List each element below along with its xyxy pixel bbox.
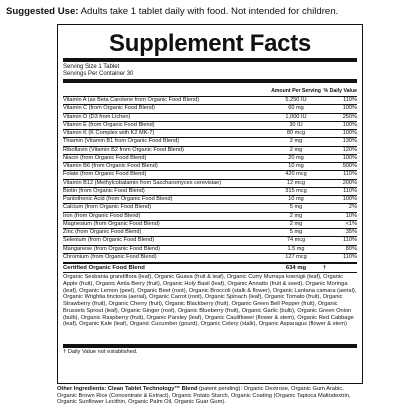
panel-title: Supplement Facts — [109, 30, 311, 57]
amount-header: Amount Per Serving — [271, 88, 321, 95]
nutrient-row — [63, 179, 357, 187]
nutrient-name: Selenium (from Organic Food Blend) — [63, 237, 155, 244]
nutrient-name: Iron (from Organic Food Blend) — [63, 212, 141, 219]
nutrient-row — [63, 162, 357, 170]
nutrient-amount: 20 mg — [288, 154, 304, 161]
nutrient-name: Vitamin K (K Complex with K2 MK-7) — [63, 130, 155, 136]
nutrient-amount: 420 mcg — [285, 171, 307, 178]
nutrient-row — [63, 203, 357, 211]
nutrient-dv: <1% — [345, 220, 357, 227]
nutrient-name: Thiamin (Vitamin B1 from Organic Food Blend) — [63, 138, 180, 145]
nutrient-dv: 80% — [345, 245, 357, 252]
nutrient-row — [63, 129, 357, 137]
other-ingredients-label: Other Ingredients: — [57, 386, 107, 392]
nutrient-name: Folate (from Organic Food Blend) — [63, 171, 147, 178]
nutrient-row — [63, 187, 357, 195]
nutrient-dv: 130% — [342, 138, 357, 145]
nutrient-amount: 315 mcg — [285, 187, 307, 194]
nutrient-row — [63, 253, 357, 261]
nutrient-name: Vitamin B6 (from Organic Food Blend) — [63, 163, 158, 169]
nutrient-dv: 110% — [343, 237, 357, 244]
nutrient-dv: 100% — [342, 130, 357, 136]
nutrient-dv: 100% — [342, 105, 357, 112]
supplement-facts-panel — [57, 24, 363, 384]
nutrient-name: Biotin (from Organic Food Blend) — [63, 187, 145, 194]
nutrient-amount: 2 mg — [289, 146, 303, 153]
nutrient-amount: 80 mcg — [286, 130, 306, 136]
nutrient-name: Calcium (from Organic Food Blend) — [63, 204, 151, 211]
nutrient-row — [63, 154, 357, 162]
nutrient-amount: 1,000 IU — [285, 113, 307, 120]
blend-amount: 634 mg — [285, 265, 307, 271]
nutrient-row — [63, 245, 357, 253]
nutrient-row — [63, 96, 357, 104]
nutrient-row — [63, 212, 357, 220]
nutrient-dv: 2% — [348, 204, 357, 211]
nutrient-name: Vitamin C (from Organic Food Blend) — [63, 105, 155, 112]
nutrient-dv: 35% — [345, 229, 357, 235]
nutrient-name: Riboflavin (Vitamin B2 from Organic Food Blend) — [63, 146, 184, 153]
suggested-use-text: Adults take 1 tablet daily with food. Not intended for children. — [80, 6, 339, 17]
nutrient-amount: 30 IU — [289, 121, 303, 128]
suggested-use-label: Suggested Use: — [6, 6, 79, 17]
nutrient-dv: 250% — [342, 113, 357, 120]
nutrient-amount: 12 mcg — [286, 179, 306, 186]
nutrient-dv: 110% — [343, 187, 357, 194]
dv-header: % Daily Value — [323, 88, 357, 95]
tablet-blend-label: Clean Tablet Technology™ Blend — [107, 386, 198, 392]
footnote: † Daily Value not established. — [63, 344, 357, 355]
nutrient-name: Vitamin B12 (Methylcobalamin from Saccharomyces cerevisiae) — [63, 179, 222, 186]
nutrient-amount: 2 mg — [289, 220, 303, 227]
nutrient-amount: 5,250 IU — [285, 97, 307, 103]
other-ingredients — [57, 386, 363, 406]
nutrient-name: Manganese (from Organic Food Blend) — [63, 245, 161, 252]
nutrient-name: Niacin (from Organic Food Blend) — [63, 154, 147, 161]
blend-name: Certified Organic Food Blend — [63, 265, 145, 271]
nutrient-dv: 120% — [342, 146, 357, 153]
other-ingredients-text: (patent pending): Organic Dextrose, Organic Gum Arabic, Organic Brown Rice (Concentrate & Extract), Organic Potato Starch, Organic Coating (Organic Tapioca Maltodextrin, Organic Sunflower Lecithin, Organic Palm Oil, Organic Guar Gum). — [57, 386, 351, 406]
nutrient-amount: 5 mg — [289, 229, 303, 235]
nutrient-amount: 74 mcg — [286, 237, 306, 244]
nutrient-name: Chromium (from Organic Food Blend) — [63, 253, 157, 260]
nutrient-name: Pantothenic Acid (from Organic Food Blend) — [63, 196, 173, 202]
nutrient-row — [63, 121, 357, 129]
nutrient-amount: 1.5 mg — [287, 245, 305, 252]
nutrient-dv: 100% — [342, 154, 357, 161]
nutrient-dv: 100% — [342, 196, 357, 202]
column-header — [63, 79, 357, 96]
nutrient-row — [63, 195, 357, 203]
nutrient-name: Zinc (from Organic Food Blend) — [63, 229, 142, 235]
blend-dv: † — [323, 265, 327, 271]
blend-ingredients: Organic Sesbania grandiflora (leaf), Organic Guava (fruit & leaf), Organic Curry Murraya koenigii (leaf), Organic Apple (fruit), Organic Amla Berry (fruit), Organic Holy Basil (leaf), Organic Annatto (fruit & seed), Organic Moringa (leaf), Organic Lemon (peel), Organic Beet (root), Organic Broccoli (stalk & flower), Organic Lantana camara (aerial), Organic Wrightia tinctoria (aerial), Organic Carrot (root), Organic Spinach (leaf), Organic Tomato (fruit), Organic Strawberry (fruit), Organic Cherry (fruit), Organic Blackberry (fruit), Organic Green Bell Pepper (fruit), Organic Brussels Sprout (leaf), Organic Ginger (root), Organic Blueberry (fruit), Organic Garlic (bulb), Organic Green Onion (bulb), Organic Raspberry (fruit), Organic Parsley (leaf), Organic Cauliflower (flower & stem), Organic Red Cabbage (leaf), Organic Kale (leaf), Organic Cucumber (gourd), Organic Celery (stalk), Organic Asparagus (flower & stem) — [63, 272, 357, 344]
nutrient-row — [63, 220, 357, 228]
nutrient-amount: 2 mg — [289, 138, 303, 145]
nutrient-amount: 10 mg — [288, 163, 304, 169]
nutrient-row — [63, 236, 357, 244]
nutrient-amount: 60 mg — [288, 105, 304, 112]
nutrient-amount: 2 mg — [289, 212, 303, 219]
nutrient-row — [63, 146, 357, 154]
nutrient-name: Vitamin D (D3 from Lichen) — [63, 113, 131, 120]
suggested-use — [6, 6, 338, 17]
nutrient-dv: 10% — [345, 212, 357, 219]
nutrient-name: Vitamin E (from Organic Food Blend) — [63, 121, 155, 128]
nutrient-dv: 110% — [343, 253, 357, 260]
nutrient-amount: 5 mg — [289, 204, 303, 211]
nutrient-dv: 200% — [342, 179, 357, 186]
nutrient-dv: 500% — [342, 163, 357, 169]
nutrient-dv: 100% — [342, 121, 357, 128]
blend-row — [63, 262, 357, 272]
servings-per-container: Servings Per Container 30 — [63, 70, 134, 77]
nutrient-name: Vitamin A (as Beta Carotene from Organic Food Blend) — [63, 97, 200, 103]
nutrient-row — [63, 228, 357, 236]
nutrient-row — [63, 113, 357, 121]
nutrient-amount: 127 mcg — [285, 253, 307, 260]
nutrient-dv: 110% — [343, 171, 357, 178]
nutrient-row — [63, 104, 357, 112]
nutrient-name: Magnesium (from Organic Food Blend) — [63, 220, 160, 227]
serving-size: Serving Size 1 Tablet — [63, 64, 120, 70]
nutrient-rows — [63, 96, 357, 261]
nutrient-amount: 10 mg — [288, 196, 304, 202]
nutrient-row — [63, 170, 357, 178]
serving-info — [63, 62, 357, 79]
nutrient-dv: 110% — [343, 97, 357, 103]
nutrient-row — [63, 137, 357, 145]
